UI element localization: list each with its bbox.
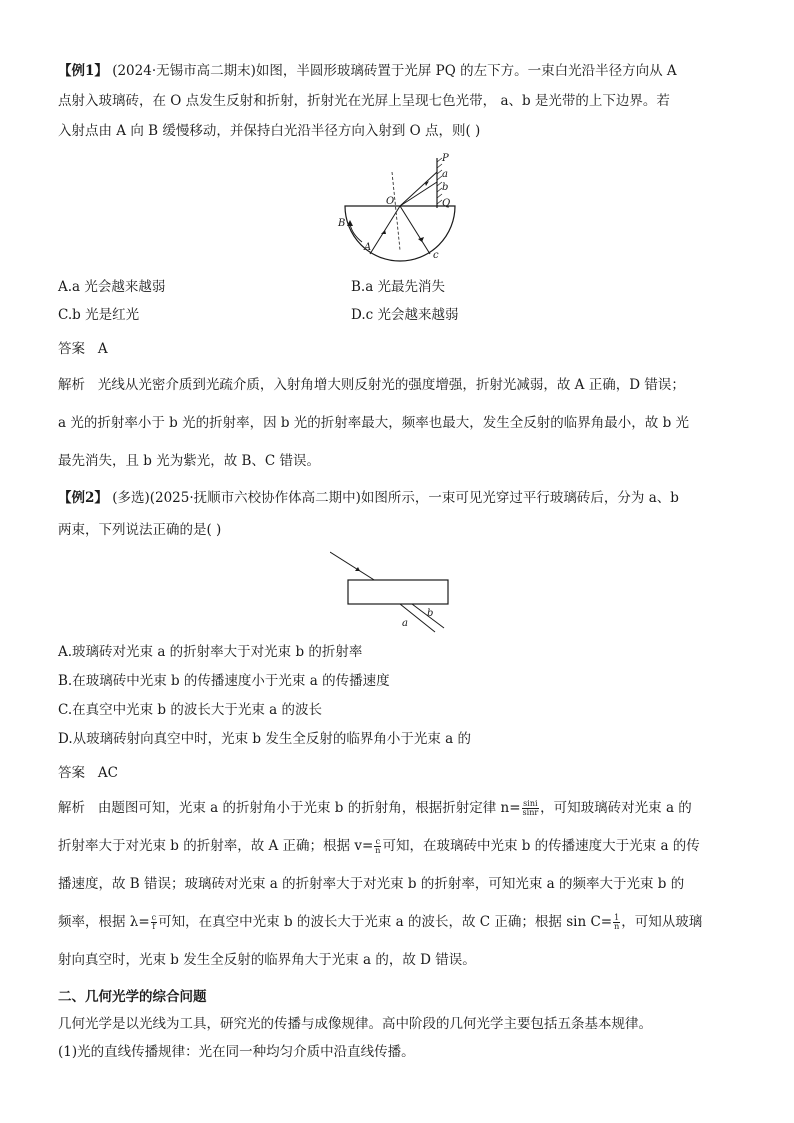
ex2-analysis-text1a: 由题图可知，光束 a 的折射角小于光束 b 的折射角，根据折射定律 n= xyxy=(97,800,521,816)
ex1-option-a: A.a 光会越来越弱 xyxy=(58,279,166,295)
ex2-analysis-line4 xyxy=(58,913,754,931)
ex2-analysis-text2b: 可知，在玻璃砖中光束 b 的传播速度大于光束 a 的传 xyxy=(382,838,700,854)
ex1-ray-a xyxy=(400,172,437,206)
ex2-stem-line2: 两束，下列说法正确的是( ) xyxy=(58,522,222,538)
ex1-label-a-point: A xyxy=(364,242,372,253)
ex2-critical-numerator: 1 xyxy=(614,913,620,922)
ex1-analysis-label: 解析 xyxy=(58,377,85,393)
ex2-analysis-line5: 射向真空时，光束 b 发生全反射的临界角大于光束 a 的，故 D 错误。 xyxy=(58,952,476,968)
ex2-incident-arrow xyxy=(355,567,360,571)
ex1-ray-c-arrow xyxy=(418,237,424,242)
ex2-critical-denominator: n xyxy=(614,922,620,931)
ex1-stem-line2: 点射入玻璃砖，在 O 点发生反射和折射，折射光在光屏上呈现七色光带， a、b 是光带的上下边界。若 xyxy=(58,93,670,109)
ex1-label-o: O xyxy=(386,196,395,207)
ex1-figure xyxy=(330,150,530,270)
ex2-wavelength-numerator: c xyxy=(151,913,157,922)
ex1-ray-c xyxy=(400,206,430,254)
ex2-label-b: b xyxy=(427,608,434,619)
ex2-option-c: C.在真空中光束 b 的波长大于光束 a 的波长 xyxy=(58,702,322,718)
ex2-option-d: D.从玻璃砖射向真空中时，光束 b 发生全反射的临界角小于光束 a 的 xyxy=(58,731,471,747)
ex1-option-c: C.b 光是红光 xyxy=(58,307,140,323)
ex2-wavelength-denominator: f xyxy=(152,922,156,931)
ex2-analysis-text4c: ，可知从玻璃 xyxy=(621,914,703,930)
ex1-option-d: D.c 光会越来越弱 xyxy=(351,307,459,323)
ex2-analysis-label: 解析 xyxy=(58,800,85,816)
ex2-analysis-line1 xyxy=(58,799,754,817)
ex1-label-b-point: B xyxy=(338,218,346,229)
ex1-label-b: b xyxy=(442,182,449,193)
ex1-answer-line xyxy=(58,340,754,358)
ex2-analysis-text2a: 折射率大于对光束 b 的折射率，故 A 正确；根据 v= xyxy=(58,838,374,854)
ex2-analysis-text4a: 频率，根据 λ= xyxy=(58,914,150,930)
ex1-analysis-line2: a 光的折射率小于 b 光的折射率，因 b 光的折射率最大，频率也最大，发生全反射的临界角最小，故 b 光 xyxy=(58,415,690,431)
ex1-option-b: B.a 光最先消失 xyxy=(351,279,446,295)
ex1-analysis-text1: 光线从光密介质到光疏介质，入射角增大则反射光的强度增强，折射光减弱，故 A 正确，D 错误； xyxy=(97,377,685,393)
ex2-critical-fraction xyxy=(613,914,620,931)
ex1-label-q: Q xyxy=(442,198,451,209)
ex2-speed-fraction xyxy=(374,838,381,855)
ex1-analysis-line3: 最先消失，且 b 光为紫光，故 B、C 错误。 xyxy=(58,453,321,469)
ex2-stem-text1: (多选)(2025·抚顺市六校协作体高二期中)如图所示，一束可见光穿过平行玻璃砖后，分为 a、b xyxy=(112,490,679,506)
ex2-option-b: B.在玻璃砖中光束 b 的传播速度小于光束 a 的传播速度 xyxy=(58,673,390,689)
ex1-normal-line xyxy=(392,172,400,250)
ex2-snell-denominator: sinr xyxy=(522,808,539,817)
ex2-snell-fraction xyxy=(522,800,540,817)
ex2-analysis-text1b: ，可知玻璃砖对光束 a 的 xyxy=(540,800,692,816)
ex2-answer-line xyxy=(58,764,754,782)
ex1-stem-line1 xyxy=(58,62,754,80)
ex2-analysis-line2 xyxy=(58,837,754,855)
section-heading: 二、几何光学的综合问题 xyxy=(58,989,207,1005)
ex2-figure xyxy=(330,548,470,638)
ex2-option-a: A.玻璃砖对光束 a 的折射率大于对光束 b 的折射率 xyxy=(58,644,363,660)
ex2-speed-denominator: n xyxy=(375,846,381,855)
ex1-stem-text1: (2024·无锡市高二期末)如图，半圆形玻璃砖置于光屏 PQ 的左下方。一束白光沿半径方向从 A xyxy=(112,63,677,79)
ex2-speed-numerator: c xyxy=(375,837,381,846)
ex2-answer-label: 答案 xyxy=(58,765,85,781)
ex1-label-a: a xyxy=(442,169,448,180)
ex1-answer: A xyxy=(97,341,108,357)
section-intro: 几何光学是以光线为工具，研究光的传播与成像规律。高中阶段的几何光学主要包括五条基本规律。 xyxy=(58,1016,652,1032)
ex2-analysis-text4b: 可知，在真空中光束 b 的波长大于光束 a 的波长，故 C 正确；根据 sin C= xyxy=(158,914,613,930)
ex1-ray-b xyxy=(400,182,437,206)
ex1-answer-label: 答案 xyxy=(58,341,85,357)
ex1-stem-line3: 入射点由 A 向 B 缓慢移动，并保持白光沿半径方向入射到 O 点，则( ) xyxy=(58,123,481,139)
ex2-stem-line1 xyxy=(58,489,754,507)
ex2-tag: 【例2】 xyxy=(58,490,108,506)
ex2-wavelength-fraction xyxy=(151,914,157,931)
section-rule-1: (1)光的直线传播规律：光在同一种均匀介质中沿直线传播。 xyxy=(58,1044,415,1060)
ex2-answer: AC xyxy=(97,765,118,781)
ex1-analysis-line1 xyxy=(58,376,754,394)
ex1-label-c: c xyxy=(433,250,439,261)
ex2-snell-numerator: sini xyxy=(523,799,538,808)
ex1-incident-arrow xyxy=(381,230,386,234)
ex2-analysis-line3: 播速度，故 B 错误；玻璃砖对光束 a 的折射率大于对光束 b 的折射率，可知光束 a 的频率大于光束 b 的 xyxy=(58,876,685,892)
ex1-label-p: P xyxy=(442,153,449,164)
ex2-label-a: a xyxy=(402,618,408,629)
ex2-glass-slab xyxy=(348,580,448,604)
ex1-tag: 【例1】 xyxy=(58,63,108,79)
